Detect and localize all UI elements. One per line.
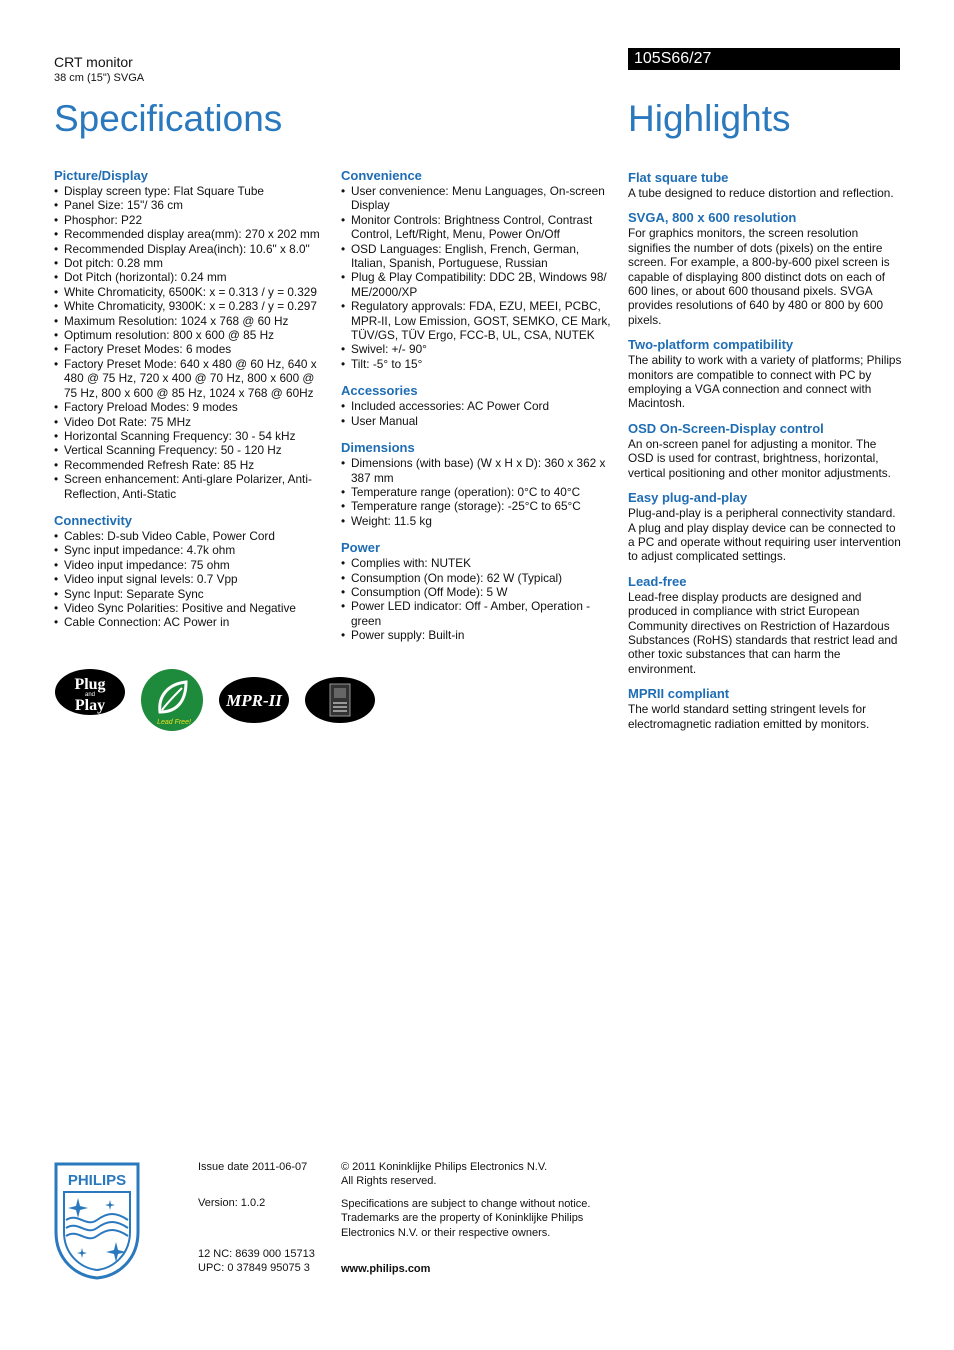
highlights-title: Highlights [628, 98, 791, 139]
spec-item: • Cables: D-sub Video Cable, Power Cord [54, 529, 329, 543]
highlight-title: OSD On-Screen-Display control [628, 420, 824, 436]
spec-section-title: Power [341, 540, 381, 556]
spec-item: • Video input impedance: 75 ohm [54, 558, 329, 572]
specifications-title: Specifications [54, 98, 283, 139]
spec-item: • Monitor Controls: Brightness Control, Contrast Control, Left/Right, Menu, Power On/Off [341, 213, 613, 242]
spec-list [341, 456, 613, 528]
philips-brand-text: PHILIPS [67, 1172, 127, 1189]
highlight-text: The world standard setting stringent levels for electromagnetic radiation emitted by monitors. [628, 702, 870, 731]
rights: All Rights reserved. [341, 1175, 437, 1188]
highlight-text: Plug-and-play is a peripheral connectivity standard. A plug and play display device can be connected to a PC and operate without requiring user intervention to adjust complicated settings. [628, 506, 901, 564]
highlight-text: An on-screen panel for adjusting a monitor. The OSD is used for contrast, brightness, horizontal, vertical positioning and other monitor adjustments. [628, 436, 891, 480]
spec-item: • Consumption (Off Mode): 5 W [341, 585, 613, 599]
spec-section-title: Connectivity [54, 512, 133, 528]
nc-code: 12 NC: 8639 000 15713 [198, 1247, 315, 1260]
highlight-title: Flat square tube [628, 170, 729, 185]
plug-and-play-logo [54, 668, 126, 716]
spec-list [54, 184, 329, 501]
spec-section [341, 440, 613, 528]
spec-item: • OSD Languages: English, French, German, Italian, Spanish, Portuguese, Russian [341, 242, 613, 271]
spec-item: • Dot pitch: 0.28 mm [54, 256, 329, 270]
highlight-text: The ability to work with a variety of platforms; Philips monitors are compatible to connect with PC by employing a VGA connection and connect with Macintosh. [628, 353, 902, 411]
mpr-ii-logo [218, 676, 290, 724]
mpr-text: MPR-II [226, 691, 282, 710]
spec-item: • Included accessories: AC Power Cord [341, 399, 613, 413]
spec-item: • Horizontal Scanning Frequency: 30 - 54 kHz [54, 429, 329, 443]
issue-date: Issue date 2011-06-07 [198, 1161, 308, 1173]
spec-item: • Consumption (On mode): 62 W (Typical) [341, 571, 613, 585]
version: Version: 1.0.2 [198, 1197, 266, 1210]
spec-item: • Video Dot Rate: 75 MHz [54, 415, 329, 429]
windows-compatible-logo [304, 676, 376, 724]
spec-item: • Recommended Display Area(inch): 10.6" x 8.0" [54, 242, 329, 256]
spec-item: • Display screen type: Flat Square Tube [54, 184, 329, 198]
spec-section-title: Picture/Display [54, 168, 148, 183]
legal-notice: Specifications are subject to change without notice. Trademarks are the property of Koninklijke Philips Electronics N.V. or their respective owners. [341, 1197, 591, 1239]
highlight-title: Easy plug-and-play [628, 490, 748, 506]
spec-list [341, 184, 613, 371]
spec-item: • Power LED indicator: Off - Amber, Operation - green [341, 599, 613, 628]
spec-item: • Optimum resolution: 800 x 600 @ 85 Hz [54, 328, 329, 342]
footer-doc-info [198, 1160, 328, 1276]
spec-item: • White Chromaticity, 9300K: x = 0.283 / y = 0.297 [54, 299, 329, 313]
spec-item: • Dimensions (with base) (W x H x D): 360 x 362 x 387 mm [341, 456, 613, 485]
plug-text: Plug [74, 676, 106, 693]
highlight-text: For graphics monitors, the screen resolution signifies the number of dots (pixels) on the entire screen. For example, a 800-by-600 pixel screen is capable of displaying 800 distinct dots on each of 600 lines, or about 600 thousand pixels. SVGA provides resolutions of 640 by 480 or 800 by 600 pixels. [628, 226, 890, 327]
spec-section [341, 540, 613, 642]
spec-section-title: Accessories [341, 383, 418, 399]
spec-section [341, 383, 613, 428]
product-type: CRT monitor [54, 54, 133, 70]
copyright: © 2011 Koninklijke Philips Electronics N.V. [341, 1161, 548, 1173]
spec-list [341, 399, 613, 428]
spec-item: • Regulatory approvals: FDA, EZU, MEEI, PCBC, MPR-II, Low Emission, GOST, SEMKO, CE Mark, TÜV/GS, TÜV Ergo, FCC-B, UL, CSA, NUTEK [341, 299, 613, 342]
specs-column-2 [341, 168, 613, 655]
spec-item: • Cable Connection: AC Power in [54, 615, 329, 629]
product-subtitle: 38 cm (15") SVGA [54, 72, 145, 84]
play-text: Play [74, 697, 106, 714]
upc-code: UPC: 0 37849 95075 3 [198, 1262, 310, 1275]
highlight-title: Lead-free [628, 573, 687, 589]
philips-shield-logo [54, 1162, 140, 1280]
spec-item: • Factory Preset Modes: 6 modes [54, 342, 329, 356]
spec-item: • Video input signal levels: 0.7 Vpp [54, 572, 329, 586]
spec-item: • Dot Pitch (horizontal): 0.24 mm [54, 270, 329, 284]
philips-website-link[interactable]: www.philips.com [341, 1263, 431, 1276]
spec-item: • Factory Preset Mode: 640 x 480 @ 60 Hz, 640 x 480 @ 75 Hz, 720 x 400 @ 70 Hz, 800 x 600 @ 75 Hz, 800 x 600 @ 85 Hz, 1024 x 768 @ 60Hz [54, 357, 329, 400]
spec-item: • User convenience: Menu Languages, On-screen Display [341, 184, 613, 213]
spec-item: • Screen enhancement: Anti-glare Polarizer, Anti-Reflection, Anti-Static [54, 472, 329, 501]
spec-section-title: Dimensions [341, 440, 415, 456]
highlight-text: Lead-free display products are designed and produced in compliance with strict European Community directives on Restriction of Hazardous Substances (RoHS) standards that restrict lead and other toxic substances that can harm the environment. [628, 589, 898, 676]
lead-free-logo [140, 668, 204, 732]
model-number-bar: 105S66/27 [628, 48, 900, 70]
spec-item: • Panel Size: 15"/ 36 cm [54, 198, 329, 212]
spec-item: • Recommended display area(mm): 270 x 202 mm [54, 227, 329, 241]
lead-free-text: Lead Free! [157, 719, 191, 726]
highlights-column [628, 170, 902, 741]
spec-section [54, 168, 329, 501]
spec-section-title: Convenience [341, 168, 422, 183]
spec-item: • Factory Preload Modes: 9 modes [54, 400, 329, 414]
spec-section [341, 168, 613, 371]
and-text: and [84, 692, 96, 698]
highlight-title: MPRII compliant [628, 686, 730, 702]
spec-item: • Video Sync Polarities: Positive and Negative [54, 601, 329, 615]
spec-item: • Recommended Refresh Rate: 85 Hz [54, 458, 329, 472]
highlight-title: SVGA, 800 x 600 resolution [628, 210, 797, 226]
spec-item: • Tilt: -5° to 15° [341, 357, 613, 371]
spec-section [54, 513, 329, 630]
spec-item: • Temperature range (storage): -25°C to 65°C [341, 499, 613, 513]
footer-legal [341, 1160, 601, 1276]
spec-item: • Phosphor: P22 [54, 213, 329, 227]
highlight-title: Two-platform compatibility [628, 337, 794, 353]
spec-item: • Weight: 11.5 kg [341, 514, 613, 528]
spec-item: • Complies with: NUTEK [341, 556, 613, 570]
spec-list [54, 529, 329, 630]
specs-column-1 [54, 168, 329, 642]
highlight-text: A tube designed to reduce distortion and reflection. [628, 186, 894, 200]
spec-item: • White Chromaticity, 6500K: x = 0.313 / y = 0.329 [54, 285, 329, 299]
spec-item: • Power supply: Built-in [341, 628, 613, 642]
spec-item: • User Manual [341, 414, 613, 428]
spec-item: • Plug & Play Compatibility: DDC 2B, Windows 98/ ME/2000/XP [341, 270, 613, 299]
spec-item: • Temperature range (operation): 0°C to 40°C [341, 485, 613, 499]
spec-item: • Maximum Resolution: 1024 x 768 @ 60 Hz [54, 314, 329, 328]
spec-list [341, 556, 613, 642]
spec-item: • Vertical Scanning Frequency: 50 - 120 Hz [54, 443, 329, 457]
spec-item: • Swivel: +/- 90° [341, 342, 613, 356]
spec-item: • Sync input impedance: 4.7k ohm [54, 543, 329, 557]
spec-item: • Sync Input: Separate Sync [54, 587, 329, 601]
